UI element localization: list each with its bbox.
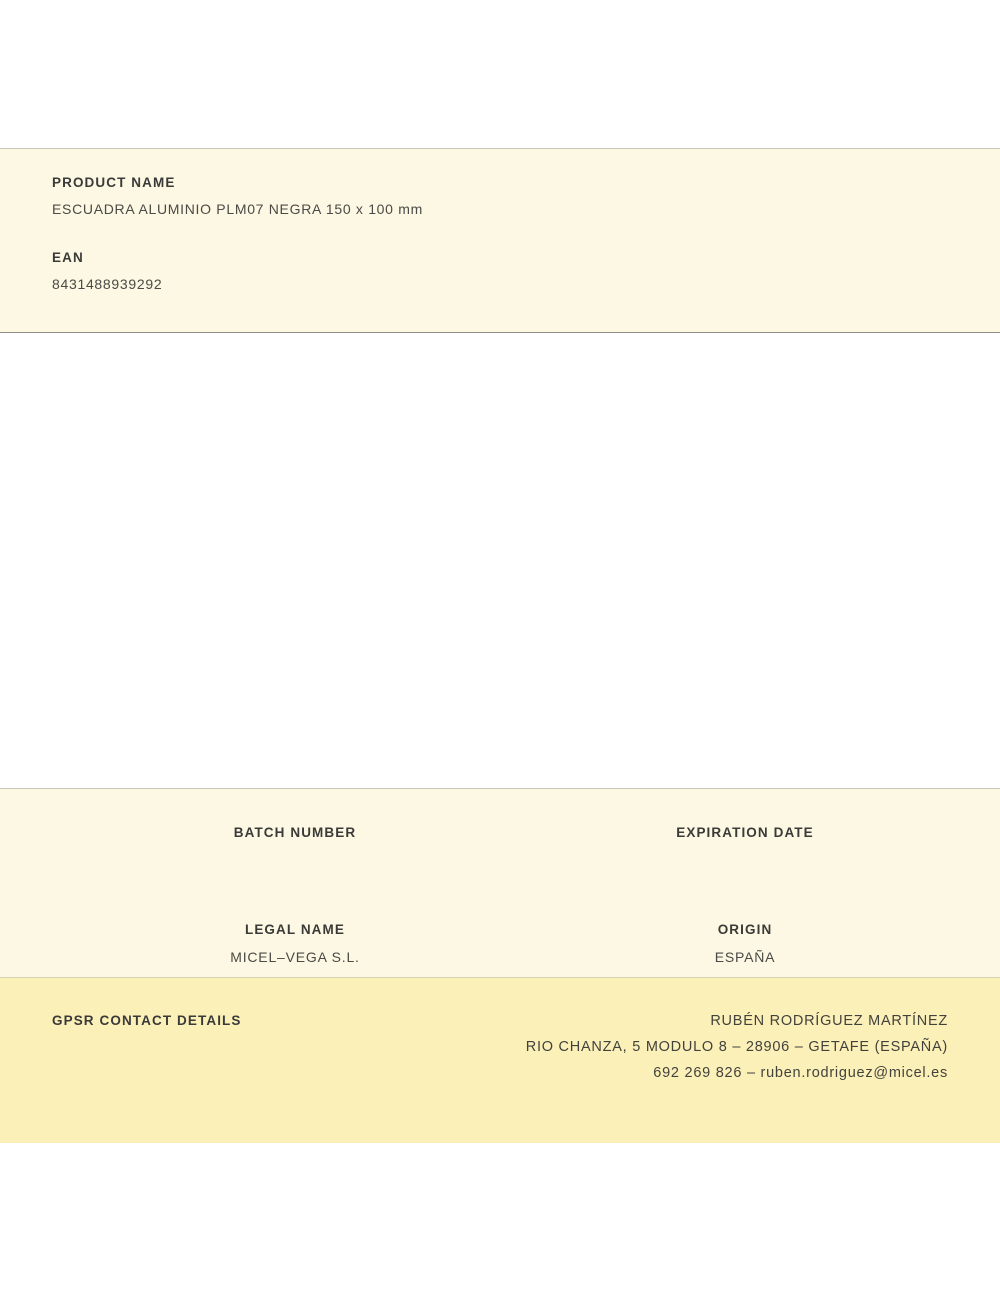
batch-number-label: BATCH NUMBER [233, 825, 357, 840]
ean-value: 8431488939292 [52, 276, 163, 292]
field-spacer [52, 217, 950, 250]
metadata-row-legal [0, 869, 1000, 966]
origin-label: ORIGIN [717, 922, 773, 937]
gpsr-contact-phone-email: 692 269 826 – ruben.rodriguez@micel.es [653, 1065, 948, 1081]
legal-name-cell [0, 922, 590, 966]
metadata-row-batch [0, 789, 1000, 869]
blank-content-area [0, 333, 1000, 788]
gpsr-contact-block [0, 978, 1000, 1143]
legal-name-value: MICEL–VEGA S.L. [230, 949, 360, 965]
gpsr-contact-label: GPSR CONTACT DETAILS [52, 1013, 242, 1028]
gpsr-contact-lines [526, 1008, 948, 1086]
gpsr-contact-address: RIO CHANZA, 5 MODULO 8 – 28906 – GETAFE (ESPAÑA) [525, 1039, 948, 1055]
product-name-label: PRODUCT NAME [52, 175, 176, 190]
top-margin [0, 0, 1000, 148]
origin-value: ESPAÑA [714, 949, 776, 965]
expiration-date-cell [590, 825, 1000, 869]
product-name-value: ESCUADRA ALUMINIO PLM07 NEGRA 150 x 100 mm [52, 201, 423, 217]
batch-number-cell [0, 825, 590, 869]
expiration-date-value [590, 852, 900, 869]
origin-cell [590, 922, 1000, 966]
batch-number-value [0, 852, 590, 869]
bottom-margin [0, 1143, 1000, 1300]
ean-label: EAN [52, 250, 84, 265]
product-info-inner [0, 149, 1000, 292]
gpsr-contact-name: RUBÉN RODRÍGUEZ MARTÍNEZ [710, 1013, 948, 1029]
product-info-block [0, 148, 1000, 333]
expiration-date-label: EXPIRATION DATE [676, 825, 814, 840]
legal-name-label: LEGAL NAME [244, 922, 345, 937]
metadata-block [0, 788, 1000, 978]
